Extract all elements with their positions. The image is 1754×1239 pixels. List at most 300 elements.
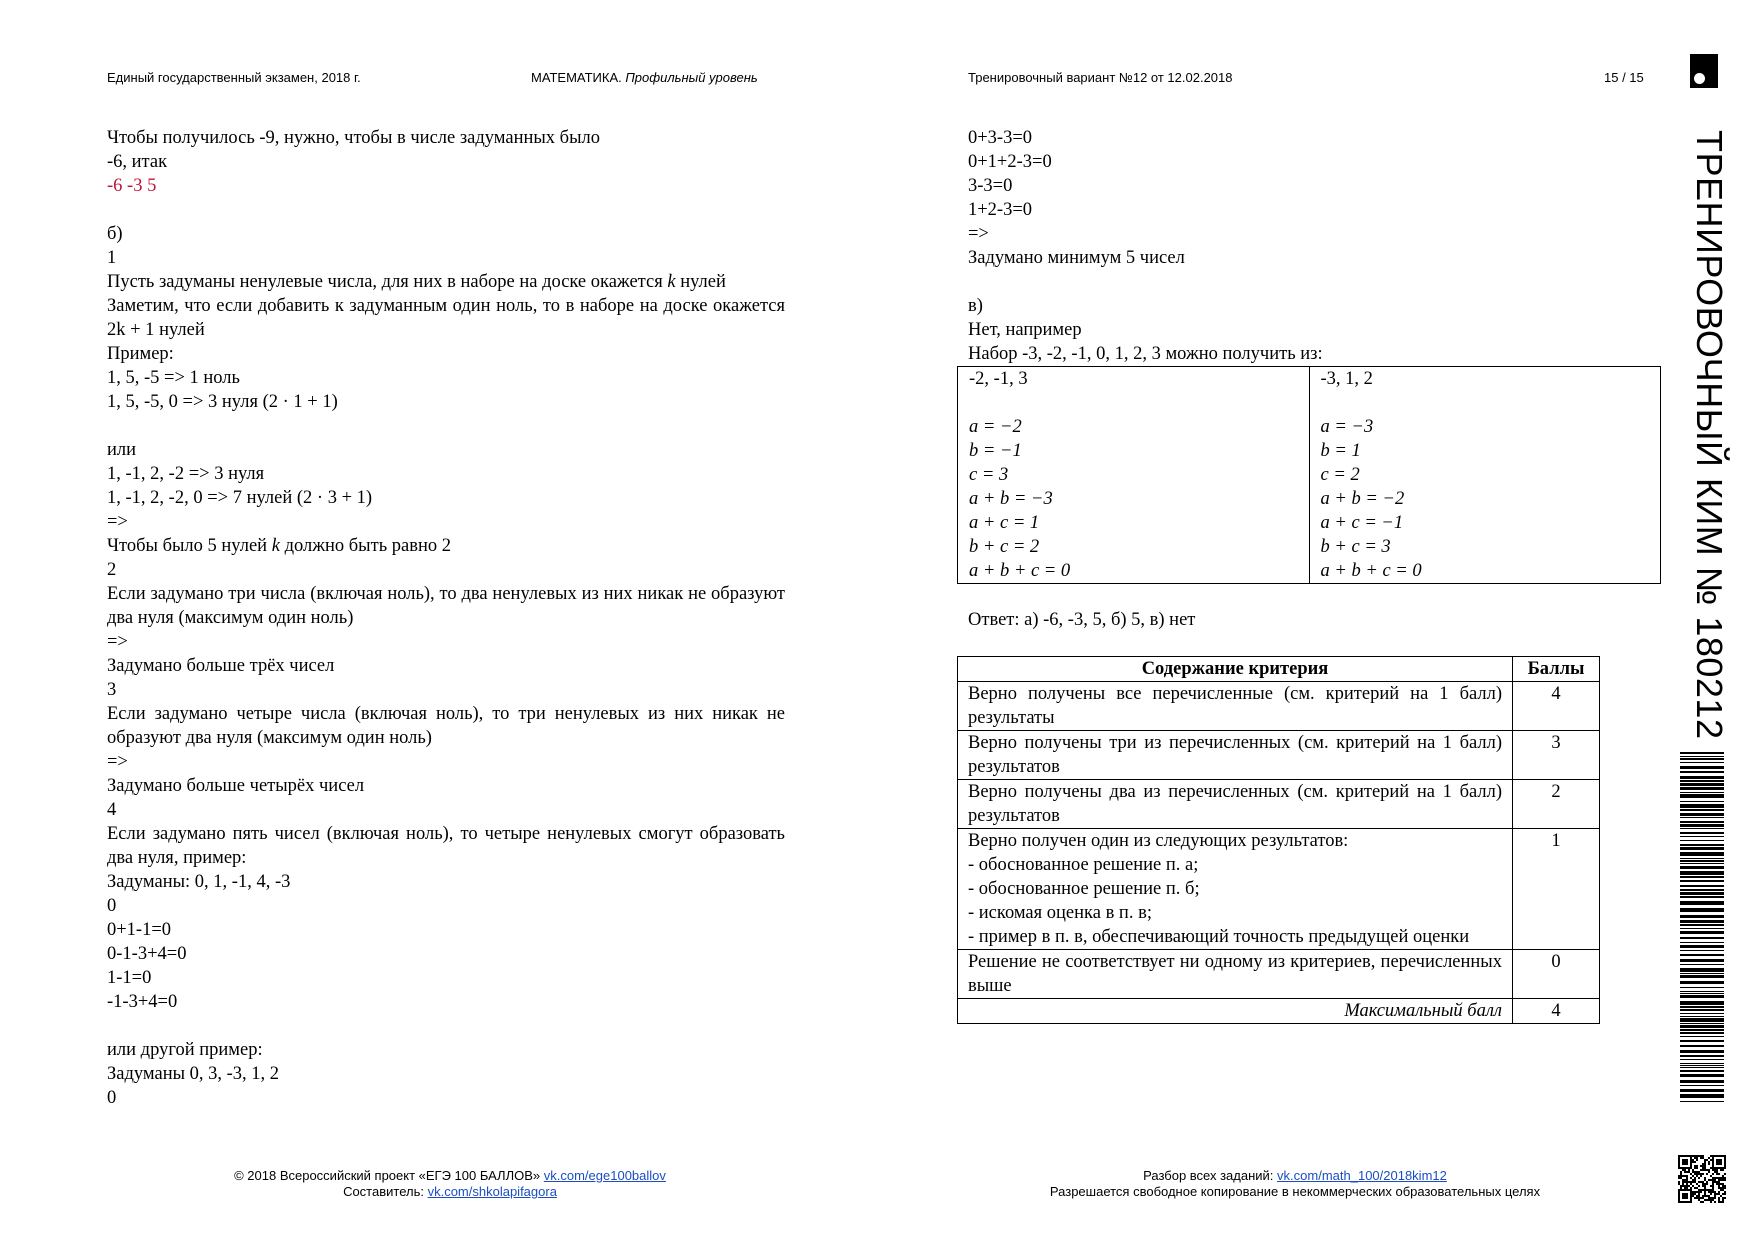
qr-module <box>1682 1179 1684 1181</box>
qr-module <box>1700 1155 1702 1157</box>
qr-module <box>1698 1177 1700 1179</box>
barcode-bar <box>1680 1032 1724 1034</box>
math-line: b = 1 <box>1320 441 1361 461</box>
qr-module <box>1706 1159 1708 1161</box>
qr-module <box>1700 1197 1702 1199</box>
barcode-bar <box>1680 1080 1724 1083</box>
barcode-bar <box>1680 866 1724 869</box>
qr-module <box>1720 1195 1722 1197</box>
barcode-bar <box>1680 821 1724 823</box>
text-line: Чтобы получилось -9, нужно, чтобы в числе задуманных было <box>107 128 601 148</box>
qr-module <box>1704 1195 1706 1197</box>
barcode-bar <box>1680 1065 1724 1066</box>
qr-module <box>1684 1181 1686 1183</box>
qr-module <box>1708 1199 1710 1201</box>
step-number: 1 <box>107 248 117 268</box>
qr-module <box>1722 1169 1724 1171</box>
qr-module <box>1694 1173 1696 1175</box>
step-number: 3 <box>107 680 117 700</box>
barcode-bar <box>1680 1070 1724 1072</box>
qr-module <box>1692 1159 1694 1161</box>
max-score-label: Максимальный балл <box>958 999 1513 1024</box>
qr-module <box>1714 1179 1716 1181</box>
cell-line <box>969 391 1298 415</box>
barcode-bar <box>1680 1009 1724 1011</box>
criteria-text: Верно получены три из перечисленных (см. критерий на 1 балл) результатов <box>958 731 1513 780</box>
text-line: или другой пример: <box>107 1040 263 1060</box>
criteria-text <box>958 829 1513 950</box>
barcode-bar <box>1680 968 1724 972</box>
criteria-points: 1 <box>1513 829 1600 950</box>
qr-module <box>1704 1161 1706 1163</box>
blank-line <box>107 414 785 438</box>
qr-module <box>1698 1197 1700 1199</box>
qr-module <box>1698 1193 1700 1195</box>
qr-module <box>1716 1159 1722 1165</box>
qr-module <box>1690 1177 1692 1179</box>
criteria-row <box>958 780 1600 829</box>
barcode-bar <box>1680 776 1724 779</box>
barcode-bar <box>1680 863 1724 864</box>
qr-module <box>1700 1201 1702 1203</box>
header-subject-level: Профильный уровень <box>625 70 758 85</box>
barcode-bar <box>1680 937 1724 939</box>
text-line: Задуманы 0, 3, -3, 1, 2 <box>107 1064 280 1084</box>
qr-module <box>1720 1179 1722 1181</box>
qr-module <box>1718 1181 1720 1183</box>
footer-license: Разрешается свободное копирование в некоммерческих образовательных целях <box>1049 1184 1541 1199</box>
qr-code-icon <box>1678 1155 1726 1203</box>
math-line: a = −2 <box>969 417 1022 437</box>
qr-module <box>1696 1171 1698 1173</box>
qr-module <box>1688 1171 1690 1173</box>
qr-module <box>1706 1181 1708 1183</box>
criteria-points: 3 <box>1513 731 1600 780</box>
qr-module <box>1680 1177 1682 1179</box>
header-variant: Тренировочный вариант №12 от 12.02.2018 <box>968 70 1233 85</box>
barcode-bar <box>1680 1063 1724 1064</box>
qr-module <box>1702 1195 1704 1197</box>
qr-module <box>1704 1159 1706 1161</box>
qr-module <box>1718 1177 1720 1179</box>
qr-module <box>1712 1187 1714 1189</box>
qr-module <box>1698 1185 1700 1187</box>
qr-module <box>1698 1171 1700 1173</box>
qr-module <box>1684 1169 1686 1171</box>
corner-marker-icon <box>1690 54 1718 88</box>
vertical-title <box>1668 130 1738 740</box>
barcode-bar <box>1680 1025 1724 1028</box>
text-line: -6, итак <box>107 152 168 172</box>
qr-module <box>1722 1177 1724 1179</box>
criteria-sub-item: - обоснованное решение п. а; <box>968 855 1199 875</box>
barcode-bar <box>1680 876 1724 878</box>
max-score-value: 4 <box>1513 999 1600 1024</box>
qr-module <box>1704 1179 1706 1181</box>
qr-module <box>1694 1187 1696 1189</box>
text-line: 0+1+2-3=0 <box>968 152 1052 172</box>
text-line: 0-1-3+4=0 <box>107 944 187 964</box>
qr-module <box>1684 1187 1686 1189</box>
criteria-text: Решение не соответствует ни одному из критериев, перечисленных выше <box>958 950 1513 999</box>
math-line: a = −3 <box>1320 417 1374 437</box>
text-line: Набор -3, -2, -1, 0, 1, 2, 3 можно получить из: <box>968 344 1323 364</box>
qr-module <box>1680 1187 1682 1189</box>
qr-module <box>1722 1183 1724 1185</box>
barcode-bar <box>1680 889 1724 891</box>
qr-module <box>1696 1197 1698 1199</box>
qr-module <box>1716 1193 1718 1195</box>
text-line: 0 <box>107 1088 117 1108</box>
qr-module <box>1712 1199 1714 1201</box>
qr-module <box>1724 1193 1726 1195</box>
qr-module <box>1708 1189 1710 1191</box>
qr-module <box>1682 1159 1688 1165</box>
example-left-cell <box>958 367 1310 584</box>
text-line: Нет, например <box>968 320 1082 340</box>
qr-module <box>1702 1173 1704 1175</box>
barcode-bar <box>1680 852 1724 856</box>
qr-module <box>1700 1173 1702 1175</box>
qr-module <box>1686 1179 1688 1181</box>
qr-module <box>1700 1165 1702 1167</box>
qr-module <box>1694 1179 1696 1181</box>
barcode-bar <box>1680 828 1724 829</box>
barcode-bar <box>1680 928 1724 929</box>
qr-module <box>1702 1201 1704 1203</box>
text-line: Задумано больше трёх чисел <box>107 656 335 676</box>
barcode-bar <box>1680 950 1724 951</box>
qr-module <box>1696 1157 1698 1159</box>
qr-module <box>1718 1187 1720 1189</box>
qr-module <box>1712 1185 1714 1187</box>
qr-module <box>1692 1161 1694 1163</box>
barcode-bar <box>1680 1016 1724 1017</box>
barcode-bar <box>1680 766 1724 769</box>
qr-module <box>1714 1195 1716 1197</box>
barcode-bar <box>1680 920 1724 923</box>
qr-module <box>1720 1183 1722 1185</box>
qr-module <box>1724 1179 1726 1181</box>
criteria-text: Верно получены все перечисленные (см. критерий на 1 балл) результаты <box>958 682 1513 731</box>
qr-module <box>1718 1199 1720 1201</box>
barcode-bar <box>1680 1036 1724 1037</box>
footer-left-line1 <box>200 1168 700 1184</box>
qr-module <box>1708 1195 1710 1197</box>
math-formula: (2 · 1 + 1) <box>262 392 338 412</box>
barcode-bar <box>1680 1023 1724 1024</box>
qr-module <box>1708 1169 1710 1171</box>
barcode-bar <box>1680 1029 1724 1031</box>
qr-module <box>1724 1173 1726 1175</box>
qr-module <box>1718 1173 1720 1175</box>
qr-module <box>1710 1159 1712 1161</box>
math-line: a + b = −2 <box>1320 489 1405 509</box>
qr-module <box>1710 1191 1712 1193</box>
qr-module <box>1704 1189 1706 1191</box>
qr-module <box>1712 1183 1714 1185</box>
qr-module <box>1690 1187 1692 1189</box>
barcode-bar <box>1680 860 1724 862</box>
example-text: 1, 5, -5, 0 => 3 нуля <box>107 392 258 412</box>
qr-module <box>1724 1197 1726 1199</box>
qr-module <box>1692 1195 1694 1197</box>
barcode-bar <box>1680 832 1724 834</box>
qr-module <box>1696 1183 1698 1185</box>
qr-module <box>1694 1167 1696 1169</box>
criteria-line: Верно получен один из следующих результатов: <box>968 831 1349 851</box>
footer-link-analysis[interactable]: vk.com/math_100/2018kim12 <box>1277 1168 1447 1183</box>
example-text: 1, -1, 2, -2, 0 => 7 нулей <box>107 488 293 508</box>
part-b-label: б) <box>107 224 123 244</box>
qr-module <box>1722 1189 1724 1191</box>
qr-module <box>1686 1171 1688 1173</box>
qr-module <box>1700 1181 1702 1183</box>
math-var-k: k <box>667 272 676 292</box>
qr-module <box>1710 1185 1712 1187</box>
qr-module <box>1706 1199 1708 1201</box>
criteria-points: 2 <box>1513 780 1600 829</box>
barcode-bar <box>1680 858 1724 859</box>
qr-module <box>1712 1177 1714 1179</box>
text-line: 0 <box>107 896 117 916</box>
qr-module <box>1710 1155 1712 1157</box>
right-column <box>968 126 1658 1024</box>
barcode-bar <box>1680 783 1724 786</box>
qr-module <box>1718 1201 1720 1203</box>
qr-module <box>1694 1197 1696 1199</box>
text-line <box>107 534 785 558</box>
barcode-bar <box>1680 915 1724 918</box>
barcode-bar <box>1680 1059 1724 1060</box>
barcode-bar <box>1680 804 1724 808</box>
qr-module <box>1678 1181 1680 1183</box>
text-line: => <box>107 512 128 532</box>
qr-module <box>1720 1189 1722 1191</box>
criteria-sub-item: - обоснованное решение п. б; <box>968 879 1200 899</box>
qr-module <box>1682 1185 1684 1187</box>
paragraph <box>107 294 785 342</box>
qr-module <box>1682 1193 1688 1199</box>
qr-module <box>1692 1179 1694 1181</box>
barcode-bar <box>1680 758 1724 760</box>
text-line: 0+3-3=0 <box>968 128 1033 148</box>
qr-module <box>1694 1191 1696 1193</box>
qr-module <box>1714 1177 1716 1179</box>
qr-module <box>1708 1179 1710 1181</box>
text-line: 3-3=0 <box>968 176 1013 196</box>
qr-module <box>1706 1189 1708 1191</box>
barcode-bar <box>1680 942 1724 943</box>
footer-analysis-label: Разбор всех заданий: <box>1143 1168 1274 1183</box>
cell-line: -3, 1, 2 <box>1320 369 1373 389</box>
barcode-bar <box>1680 908 1724 912</box>
qr-module <box>1720 1187 1722 1189</box>
qr-module <box>1706 1195 1708 1197</box>
qr-module <box>1716 1183 1718 1185</box>
barcode-bar <box>1680 954 1724 956</box>
footer-link-ege100[interactable]: vk.com/ege100ballov <box>543 1168 666 1183</box>
qr-module <box>1708 1197 1710 1199</box>
qr-module <box>1692 1191 1694 1193</box>
criteria-max-row <box>958 999 1600 1024</box>
barcode-bar <box>1680 1074 1724 1077</box>
qr-module <box>1708 1157 1710 1159</box>
qr-module <box>1708 1161 1710 1163</box>
qr-module <box>1718 1179 1720 1181</box>
footer-left <box>200 1168 700 1200</box>
qr-module <box>1716 1171 1718 1173</box>
qr-module <box>1692 1185 1694 1187</box>
math-formula: (2 · 3 + 1) <box>296 488 373 508</box>
qr-module <box>1698 1195 1700 1197</box>
barcode-bar <box>1680 981 1724 984</box>
text-line: 0+1-1=0 <box>107 920 172 940</box>
criteria-text: Верно получены два из перечисленных (см. критерий на 1 балл) результатов <box>958 780 1513 829</box>
qr-module <box>1708 1163 1710 1165</box>
qr-module <box>1678 1177 1680 1179</box>
qr-module <box>1710 1193 1712 1195</box>
barcode-bar <box>1680 771 1724 773</box>
barcode-bar <box>1680 901 1724 905</box>
qr-module <box>1710 1201 1712 1203</box>
qr-module <box>1698 1173 1700 1175</box>
qr-module <box>1716 1169 1718 1171</box>
barcode-bar <box>1680 844 1724 846</box>
qr-module <box>1694 1177 1696 1179</box>
qr-module <box>1710 1167 1712 1169</box>
qr-module <box>1680 1175 1682 1177</box>
text-line: -1-3+4=0 <box>107 992 178 1012</box>
qr-module <box>1704 1165 1706 1167</box>
qr-module <box>1704 1193 1706 1195</box>
text-line: Задуманы: 0, 1, -1, 4, -3 <box>107 872 291 892</box>
qr-module <box>1688 1181 1690 1183</box>
barcode-bar <box>1680 880 1724 882</box>
vertical-title-text: ТРЕНИРОВОЧНЫЙ КИМ № 180212 <box>1689 130 1730 740</box>
barcode-bar <box>1680 847 1724 850</box>
qr-module <box>1710 1175 1712 1177</box>
qr-module <box>1714 1197 1716 1199</box>
qr-module <box>1722 1179 1724 1181</box>
qr-module <box>1702 1181 1704 1183</box>
math-line: b + c = 2 <box>969 537 1040 557</box>
barcode-bar <box>1680 892 1724 895</box>
text-line: 1+2-3=0 <box>968 200 1033 220</box>
qr-module <box>1698 1181 1700 1183</box>
barcode-bar <box>1680 1055 1724 1057</box>
footer-right-line1 <box>1000 1168 1590 1184</box>
paragraph-text: Пусть задуманы ненулевые числа, для них в наборе на доске окажется <box>107 272 663 292</box>
qr-module <box>1700 1189 1702 1191</box>
barcode-bar <box>1680 817 1724 818</box>
left-column <box>107 126 785 1110</box>
barcode-bar <box>1680 824 1724 827</box>
page-number: 15 / 15 <box>1604 70 1644 85</box>
qr-module <box>1686 1183 1688 1185</box>
qr-module <box>1696 1175 1698 1177</box>
text-line: => <box>107 752 128 772</box>
math-line: a + b + c = 0 <box>1320 561 1422 581</box>
text-line: 1, 5, -5 => 1 ноль <box>107 368 240 388</box>
barcode-bar <box>1680 756 1724 757</box>
qr-module <box>1696 1195 1698 1197</box>
example-table <box>957 366 1661 584</box>
qr-module <box>1704 1191 1706 1193</box>
criteria-header-row <box>958 657 1600 682</box>
qr-module <box>1712 1169 1714 1171</box>
barcode-bar <box>1680 1085 1724 1086</box>
paragraph-text: Чтобы было 5 нулей <box>107 536 268 556</box>
blank-line <box>107 198 785 222</box>
qr-module <box>1686 1181 1688 1183</box>
math-formula: 2k + 1 <box>107 320 155 340</box>
qr-module <box>1684 1185 1686 1187</box>
qr-module <box>1690 1173 1692 1175</box>
footer-copyright: © 2018 Всероссийский проект «ЕГЭ 100 БАЛЛОВ» <box>234 1168 541 1183</box>
text-line: Задумано минимум 5 чисел <box>968 248 1185 268</box>
paragraph-text: нулей <box>680 272 726 292</box>
qr-module <box>1702 1189 1704 1191</box>
barcode-bar <box>1680 801 1724 802</box>
qr-module <box>1714 1193 1716 1195</box>
qr-module <box>1714 1181 1716 1183</box>
barcode-bar <box>1680 991 1724 992</box>
qr-module <box>1720 1169 1722 1171</box>
step-number: 2 <box>107 560 117 580</box>
qr-module <box>1686 1175 1688 1177</box>
header-exam-title: Единый государственный экзамен, 2018 г. <box>107 70 361 85</box>
qr-module <box>1704 1187 1706 1189</box>
qr-module <box>1706 1173 1708 1175</box>
qr-module <box>1702 1197 1704 1199</box>
paragraph <box>107 270 785 294</box>
qr-module <box>1718 1191 1720 1193</box>
barcode-bar <box>1680 1045 1724 1047</box>
qr-module <box>1702 1165 1704 1167</box>
qr-module <box>1712 1179 1714 1181</box>
criteria-header-content: Содержание критерия <box>958 657 1513 682</box>
paragraph: Если задумано четыре числа (включая ноль), то три ненулевых из них никак не образуют два нуля (максимум один ноль) <box>107 704 785 748</box>
barcode-bar <box>1680 1101 1724 1102</box>
paragraph-text: нулей <box>159 320 205 340</box>
barcode-bar <box>1680 975 1724 978</box>
barcode-bar <box>1680 809 1724 811</box>
barcode-bar <box>1680 1018 1724 1022</box>
qr-module <box>1698 1191 1700 1193</box>
qr-module <box>1722 1197 1724 1199</box>
barcode-bar <box>1680 780 1724 782</box>
math-line: b = −1 <box>969 441 1022 461</box>
barcode-bar <box>1680 964 1724 965</box>
math-line: c = 3 <box>969 465 1009 485</box>
qr-module <box>1702 1169 1704 1171</box>
qr-module <box>1698 1199 1700 1201</box>
math-line: a + b = −3 <box>969 489 1053 509</box>
example-right-cell <box>1309 367 1661 584</box>
footer-link-author[interactable]: vk.com/shkolapifagora <box>427 1184 557 1199</box>
qr-module <box>1702 1183 1704 1185</box>
text-line: => <box>968 224 989 244</box>
qr-module <box>1718 1185 1720 1187</box>
criteria-row <box>958 731 1600 780</box>
qr-module <box>1714 1191 1716 1193</box>
qr-module <box>1698 1155 1700 1157</box>
part-v-label: в) <box>968 296 983 316</box>
criteria-sub-item: - искомая оценка в п. в; <box>968 903 1152 923</box>
qr-module <box>1700 1157 1702 1159</box>
qr-module <box>1724 1185 1726 1187</box>
